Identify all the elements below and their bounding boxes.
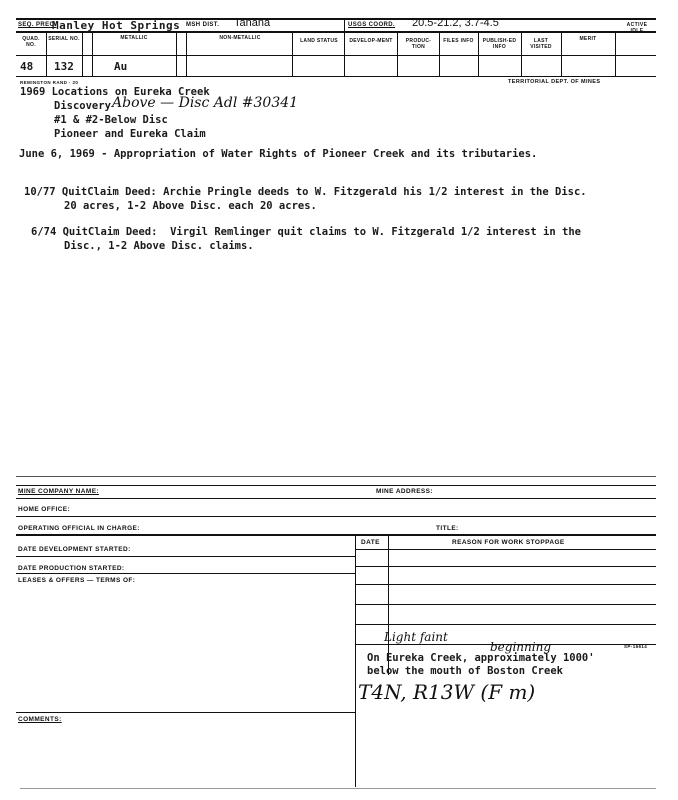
seq-label: SEQ. PREC. [18,22,57,28]
location-stamp: SP-16614 [624,644,648,649]
leases-label: LEASES & OFFERS — TERMS OF: [18,577,136,584]
entry-2-line-b: Disc., 1-2 Above Disc. claims. [64,240,254,252]
mine-name: Manley Hot Springs [52,19,181,32]
usgs-label: USGS COORD. [348,22,396,28]
entry-1-line-a: 10/77 QuitClaim Deed: Archie Pringle deeds to W. Fitzgerald his 1/2 interest in the Disc. [24,186,587,198]
col-development: DEVELOP-MENT [349,38,393,44]
col-metallic: METALLIC [120,35,148,41]
location-hand-2: beginning [490,640,552,654]
entry-2-line-a: 6/74 QuitClaim Deed: Virgil Remlinger quit claims to W. Fitzgerald 1/2 interest in the [31,226,581,238]
district-label: MSH DIST. [186,22,220,28]
col-non-metallic: NON-METALLIC [219,35,261,41]
location-line-1: On Eureka Creek, approximately 1000' [367,652,595,664]
home-office-label: HOME OFFICE: [18,506,71,513]
body-line-2-handwriting: Above — Disc Adl #30341 [112,95,299,111]
col-merit: MERIT [579,36,597,42]
row-metallic: Au [114,60,128,73]
usgs-value: 20.5-21.2, 3.7-4.5 [412,17,499,29]
active-label: ACTIVE IDLE [626,22,648,34]
col-serial: SERIAL NO. [48,36,80,42]
title-label: TITLE: [436,525,459,532]
location-hand-3: T4N, R13W (F m) [358,680,536,704]
col-published: PUBLISH-ED INFO [482,38,517,50]
col-production: PRODUC-TION [405,38,432,50]
district-value: Tanana [234,17,271,29]
form-code: REMINGTON RAND - 20 [20,80,79,85]
territorial-dept: TERRITORIAL DEPT. OF MINES [508,79,601,85]
mine-address-label: MINE ADDRESS: [376,488,433,495]
body-line-4: Pioneer and Eureka Claim [54,128,206,140]
col-last-visited: LAST VISITED [530,38,552,50]
body-line-3: #1 & #2-Below Disc [54,114,168,126]
row-serial: 132 [54,60,74,73]
comments-label: COMMENTS: [18,716,62,723]
body-line-5: June 6, 1969 - Appropriation of Water Rights of Pioneer Creek and its tributaries. [19,148,538,160]
location-hand-1: Light faint [384,630,448,644]
dev-started-label: DATE DEVELOPMENT STARTED: [18,546,131,553]
body-line-2-prefix: Discovery [54,100,111,112]
mine-company-label: MINE COMPANY NAME: [18,488,99,495]
entry-1-line-b: 20 acres, 1-2 Above Disc. each 20 acres. [64,200,317,212]
row-quad: 48 [20,60,34,73]
col-files: FILES INFO [443,38,474,44]
col-land-status: LAND STATUS [300,38,338,44]
location-line-2: below the mouth of Boston Creek [367,665,563,677]
date-col-label: DATE [361,539,380,546]
col-quad: QUAD. NO. [22,36,40,48]
body-line-1: 1969 Locations on Eureka Creek [20,86,210,98]
reason-col-label: REASON FOR WORK STOPPAGE [452,539,565,546]
operating-official-label: OPERATING OFFICIAL IN CHARGE: [18,525,140,532]
prod-started-label: DATE PRODUCTION STARTED: [18,565,125,572]
